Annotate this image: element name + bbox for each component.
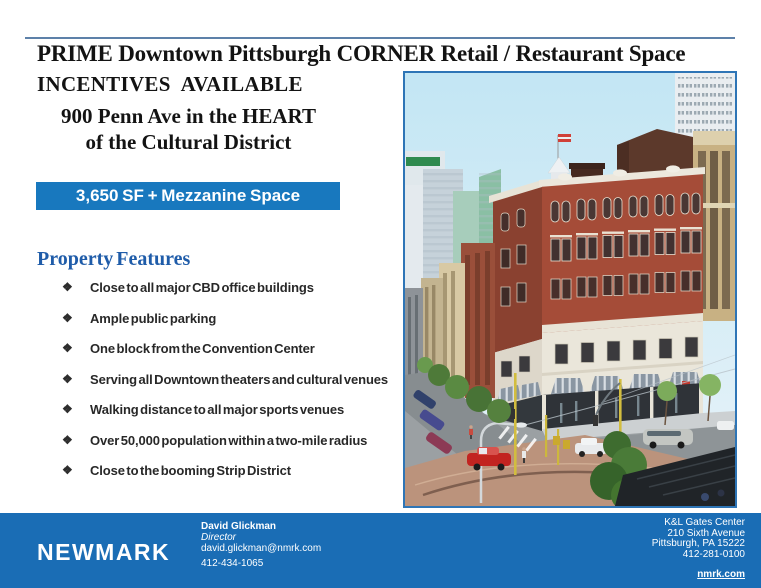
feature-text: Close to the booming Strip District (90, 463, 292, 478)
footer-bar (0, 513, 761, 588)
office-address-2: Pittsburgh, PA 15222 (651, 538, 745, 549)
contact-phone: 412-434-1065 (201, 558, 264, 569)
page-title: PRIME Downtown Pittsburgh CORNER Retail / Restaurant Space (37, 41, 686, 66)
feature-item (38, 312, 408, 325)
top-divider-rule (25, 37, 735, 39)
address-heading (36, 103, 341, 155)
feature-item (38, 342, 408, 355)
property-photo (403, 71, 737, 508)
feature-text: Ample public parking (90, 310, 217, 326)
contact-role: Director (201, 532, 237, 543)
contact-block (201, 521, 321, 569)
website-link[interactable]: nmrk.com (697, 569, 745, 580)
office-address-1: 210 Sixth Avenue (667, 527, 745, 539)
building-photo-illustration (405, 73, 735, 506)
feature-item (38, 373, 408, 386)
diamond-bullet-icon: ❖ (62, 402, 73, 416)
feature-text: Walking distance to all major sports venues (90, 402, 345, 417)
contact-name: David Glickman (201, 521, 277, 532)
newmark-logo: NEWMARK (37, 539, 171, 565)
office-building: K&L Gates Center (664, 517, 745, 528)
square-footage-banner: 3,650 SF + Mezzanine Space (36, 182, 340, 210)
feature-text: One block from the Convention Center (90, 341, 315, 356)
features-heading: Property Features (37, 248, 191, 270)
feature-text: Serving all Downtown theaters and cultural venues (90, 371, 389, 387)
feature-text: Over 50,000 population within a two-mile radius (90, 432, 368, 448)
office-address-block (652, 518, 745, 560)
diamond-bullet-icon: ❖ (62, 463, 73, 477)
diamond-bullet-icon: ❖ (62, 280, 73, 294)
office-phone: 412-281-0100 (682, 548, 745, 560)
feature-item (38, 434, 408, 447)
feature-text: Close to all major CBD office buildings (90, 280, 314, 295)
features-list (38, 281, 408, 495)
diamond-bullet-icon: ❖ (62, 432, 73, 447)
contact-email: david.glickman@nmrk.com (201, 543, 322, 554)
diamond-bullet-icon: ❖ (62, 371, 73, 386)
feature-item (38, 464, 408, 477)
diamond-bullet-icon: ❖ (62, 341, 73, 355)
address-line-1: 900 Penn Ave in the HEART (61, 104, 316, 128)
diamond-bullet-icon: ❖ (62, 310, 73, 325)
feature-item (38, 281, 408, 294)
address-line-2: of the Cultural District (85, 130, 292, 154)
feature-item (38, 403, 408, 416)
incentives-subtitle: INCENTIVES AVAILABLE (37, 72, 303, 96)
